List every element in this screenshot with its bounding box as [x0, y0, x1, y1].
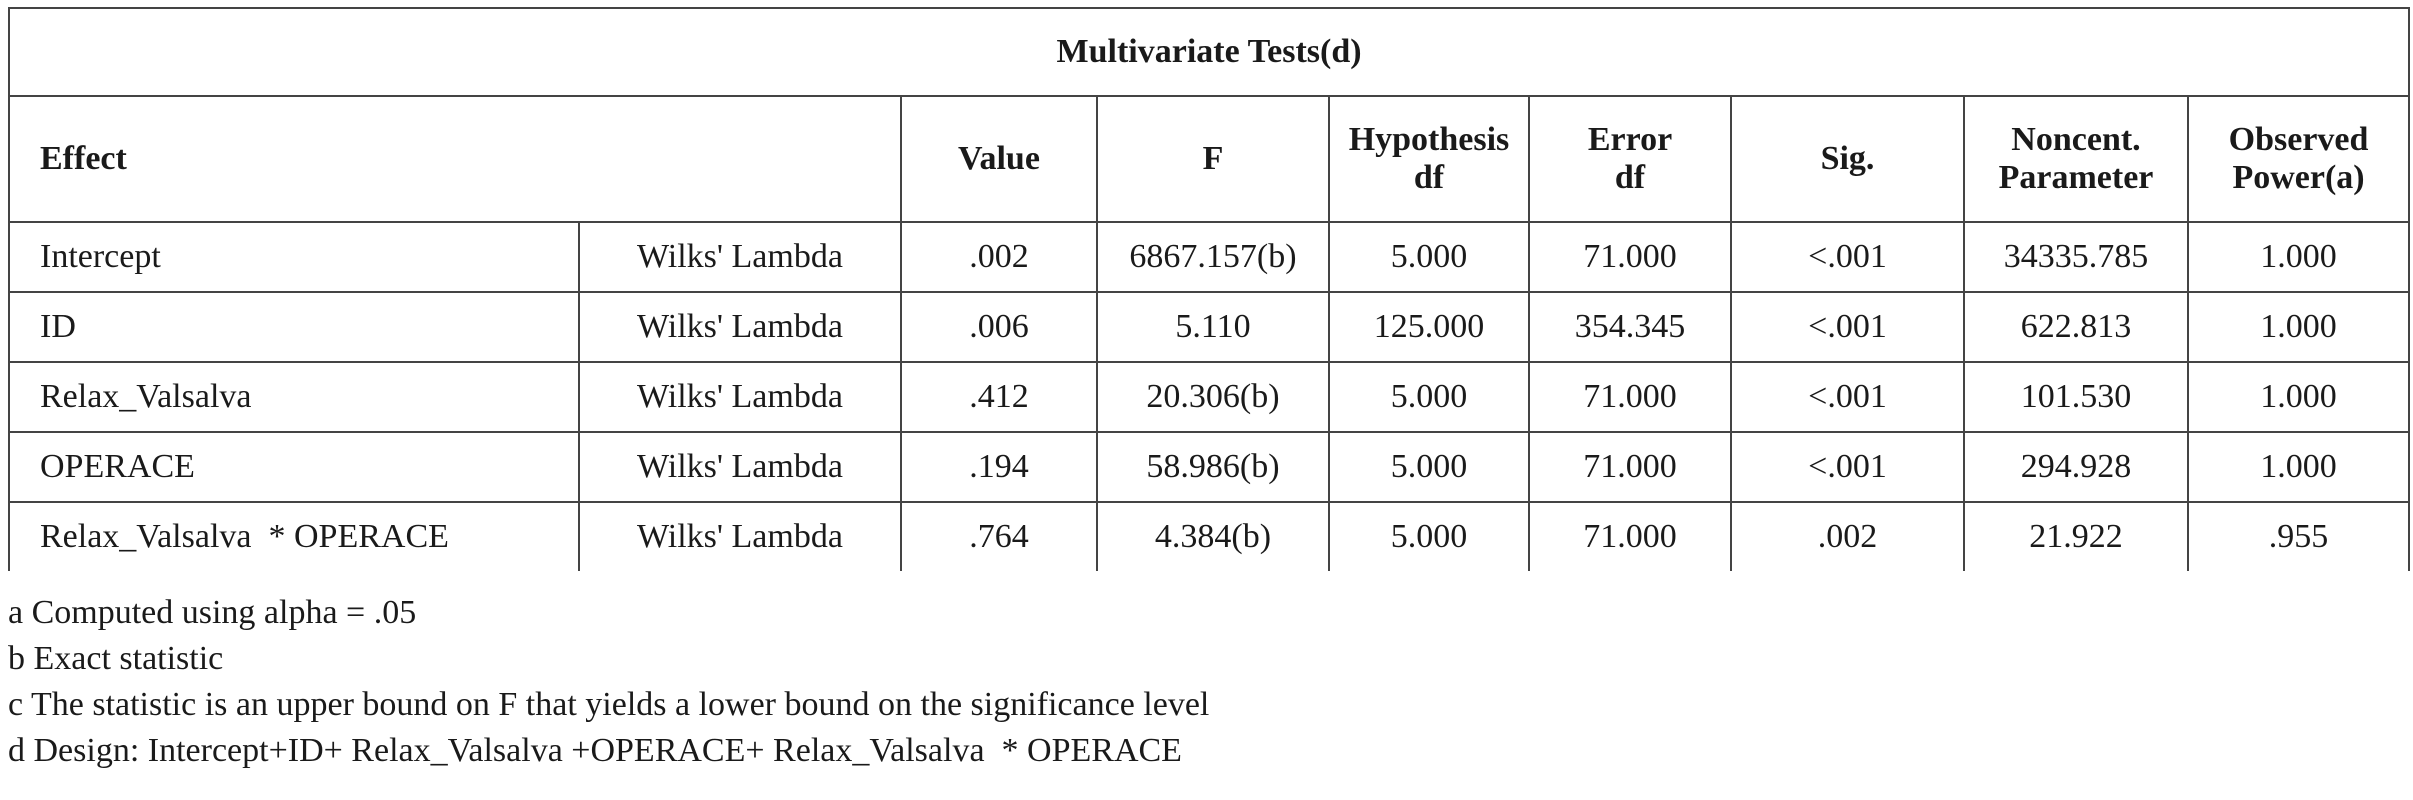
cell-test: Wilks' Lambda: [579, 222, 901, 292]
header-noncent-line1: Noncent.: [2011, 121, 2141, 158]
header-error-df: [1529, 96, 1731, 222]
cell-test: Wilks' Lambda: [579, 502, 901, 571]
cell-test: Wilks' Lambda: [579, 432, 901, 502]
cell-test: Wilks' Lambda: [579, 292, 901, 362]
cell-effect: Intercept: [9, 222, 579, 292]
cell-value: .764: [901, 502, 1097, 571]
header-hypothesis-df-line1: Hypothesis: [1348, 121, 1510, 158]
cell-test: Wilks' Lambda: [579, 362, 901, 432]
cell-value: .194: [901, 432, 1097, 502]
table-row: [9, 362, 2409, 432]
header-noncent-line2: Parameter: [1998, 159, 2154, 196]
cell-f: 5.110: [1097, 292, 1329, 362]
header-noncent-parameter: [1964, 96, 2188, 222]
footnote-c: c The statistic is an upper bound on F that yields a lower bound on the significance level: [8, 686, 1210, 723]
header-power-line2: Power(a): [2232, 159, 2365, 196]
cell-error-df: 71.000: [1529, 362, 1731, 432]
cell-error-df: 71.000: [1529, 222, 1731, 292]
cell-noncent: 21.922: [1964, 502, 2188, 571]
cell-error-df: 354.345: [1529, 292, 1731, 362]
cell-sig: <.001: [1731, 222, 1964, 292]
cell-value: .002: [901, 222, 1097, 292]
footnotes: [8, 590, 1209, 774]
cell-error-df: 71.000: [1529, 432, 1731, 502]
cell-power: .955: [2188, 502, 2409, 571]
cell-noncent: 101.530: [1964, 362, 2188, 432]
header-error-df-line1: Error: [1587, 121, 1673, 158]
cell-power: 1.000: [2188, 362, 2409, 432]
cell-noncent: 622.813: [1964, 292, 2188, 362]
table-row: [9, 222, 2409, 292]
cell-effect: OPERACE: [9, 432, 579, 502]
cell-effect: ID: [9, 292, 579, 362]
multivariate-tests-table-container: [8, 7, 2408, 571]
table-row: [9, 292, 2409, 362]
table-title: Multivariate Tests(d): [9, 8, 2409, 96]
cell-sig: <.001: [1731, 432, 1964, 502]
cell-hypothesis-df: 5.000: [1329, 362, 1529, 432]
table-row: [9, 432, 2409, 502]
cell-f: 20.306(b): [1097, 362, 1329, 432]
cell-hypothesis-df: 125.000: [1329, 292, 1529, 362]
cell-sig: <.001: [1731, 362, 1964, 432]
header-hypothesis-df: [1329, 96, 1529, 222]
cell-hypothesis-df: 5.000: [1329, 222, 1529, 292]
header-f: F: [1097, 96, 1329, 222]
footnote-d: d Design: Intercept+ID+ Relax_Valsalva +OPERACE+ Relax_Valsalva * OPERACE: [8, 732, 1182, 769]
cell-sig: .002: [1731, 502, 1964, 571]
header-row: [9, 96, 2409, 222]
cell-hypothesis-df: 5.000: [1329, 432, 1529, 502]
cell-noncent: 294.928: [1964, 432, 2188, 502]
header-hypothesis-df-line2: df: [1413, 159, 1445, 196]
cell-noncent: 34335.785: [1964, 222, 2188, 292]
cell-f: 4.384(b): [1097, 502, 1329, 571]
cell-value: .006: [901, 292, 1097, 362]
cell-f: 6867.157(b): [1097, 222, 1329, 292]
cell-power: 1.000: [2188, 292, 2409, 362]
header-value: Value: [901, 96, 1097, 222]
header-effect: Effect: [9, 96, 901, 222]
table-row: [9, 502, 2409, 571]
cell-power: 1.000: [2188, 222, 2409, 292]
cell-error-df: 71.000: [1529, 502, 1731, 571]
cell-effect: Relax_Valsalva: [9, 362, 579, 432]
cell-effect: Relax_Valsalva * OPERACE: [9, 502, 579, 571]
cell-value: .412: [901, 362, 1097, 432]
header-power-line1: Observed: [2228, 121, 2369, 158]
footnote-b: b Exact statistic: [8, 640, 224, 677]
cell-power: 1.000: [2188, 432, 2409, 502]
multivariate-tests-table: [8, 7, 2410, 571]
cell-hypothesis-df: 5.000: [1329, 502, 1529, 571]
cell-f: 58.986(b): [1097, 432, 1329, 502]
header-error-df-line2: df: [1614, 159, 1646, 196]
header-observed-power: [2188, 96, 2409, 222]
cell-sig: <.001: [1731, 292, 1964, 362]
header-sig: Sig.: [1731, 96, 1964, 222]
footnote-a: a Computed using alpha = .05: [8, 594, 417, 631]
